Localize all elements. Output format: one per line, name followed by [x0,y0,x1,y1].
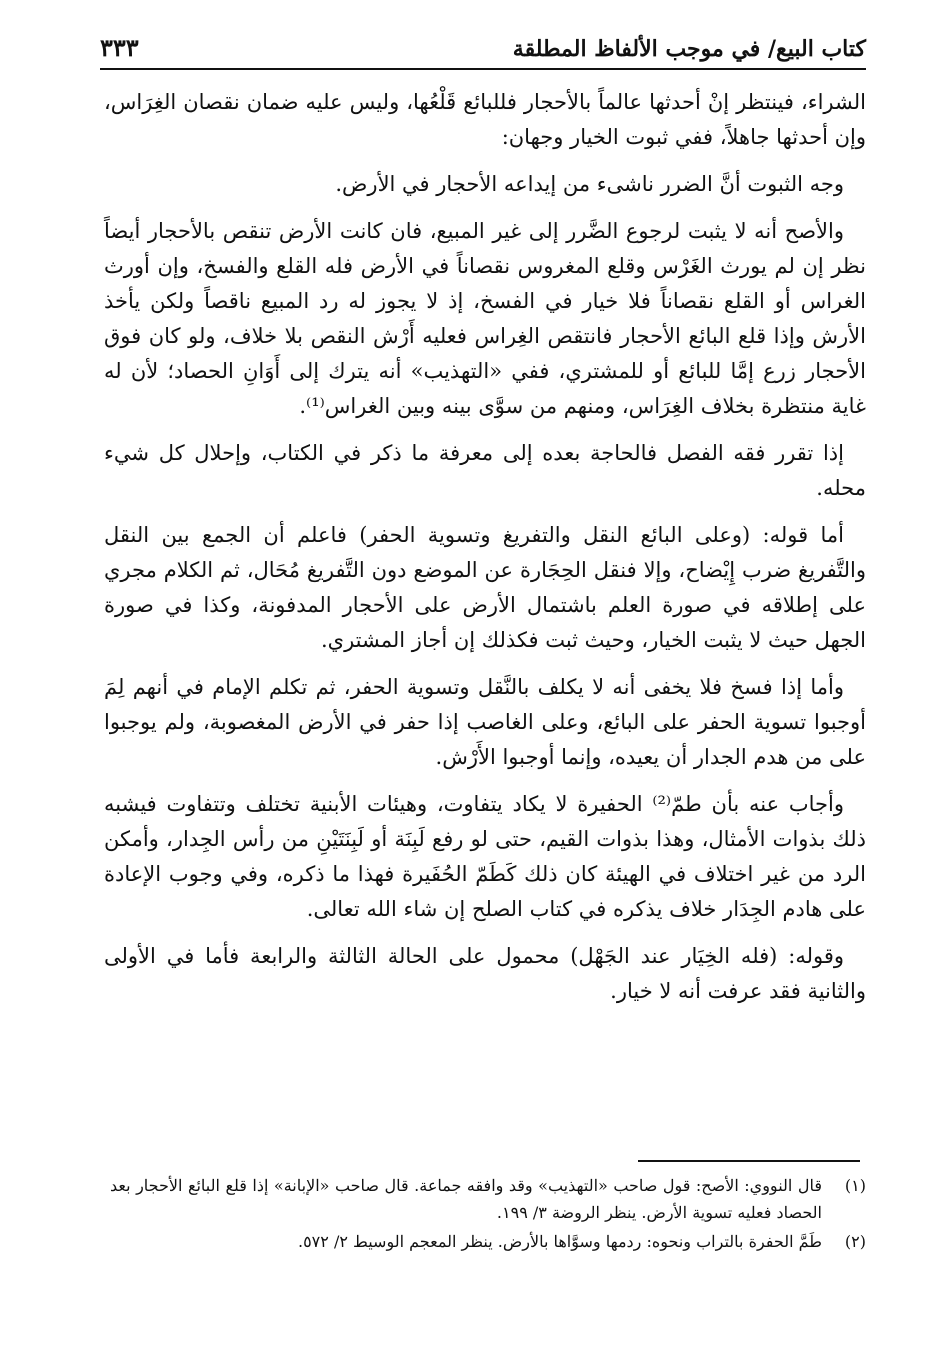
footnote [110,1172,866,1226]
page-header [100,30,866,70]
footnote [110,1228,866,1255]
footnote-text: قال النووي: الأصح: قول صاحب «التهذيب» وقد وافقه جماعة. قال صاحب «الإبانة» إذا قلع البائع الأحجار بعد الحصاد فعليه تسوية الأرض. ينظر الروضة ٣/ ١٩٩. [110,1176,822,1222]
paragraph: وأجاب عنه بأن طمّ⁽²⁾ الحفيرة لا يكاد يتفاوت، وهيئات الأبنية تختلف وتتفاوت فيشبه ذلك بذوات الأمثال، وهذا بذوات القيم، حتى لو رفع لَبِنَة أو لَبِنَتَيْنِ من رأس الجِدار، وأمكن الرد من غير اختلاف في الهيئة كان ذلك كَطَمّ الحُفَيرة فهذا ما ذكره، وفي وجوب الإعادة على هادم الجِدَار خلاف يذكره في كتاب الصلح إن شاء الله تعالى. [104,792,866,921]
paragraph: وجه الثبوت أنَّ الضرر ناشىء من إيداعه الأحجار في الأرض. [335,172,844,196]
paragraph: والأصح أنه لا يثبت لرجوع الضَّرر إلى غير المبيع، فان كانت الأرض تنقص بالأحجار أيضاً نظر إن لم يورث الغَرْس وقلع المغروس نقصاناً في الأرض فله القلع والفسخ، وإن أورث الغراس أو القلع نقصاناً فلا خيار في الفسخ، إذ لا يجوز له رد المبيع ناقصاً ولكن يأخذ الأرش وإذا قلع البائع الأحجار فانتقص الغِراس فعليه أَرْش النقص بلا خلاف، ولو كان فوق الأحجار زرع إمَّا للبائع أو للمشتري، ففي «التهذيب» أنه يترك إلى أَوَانِ الحصاد؛ لأن له غاية منتظرة بخلاف الغِرَاس، ومنهم من سوَّى بينه وبين الغراس⁽¹⁾. [104,219,866,418]
footnote-number: (١) [844,1176,866,1195]
footnote-separator [638,1160,860,1162]
footnote-number: (٢) [844,1232,866,1251]
footnotes [110,1172,866,1257]
footnote-text: طَمَّ الحفرة بالتراب ونحوه: ردمها وسوَّاها بالأرض. ينظر المعجم الوسيط ٢/ ٥٧٢. [297,1232,822,1251]
paragraph: وقوله: (فله الخِيَار عند الجَهْل) محمول على الحالة الثالثة والرابعة فأما في الأولى والثانية فقد عرفت أنه لا خيار. [104,944,866,1003]
paragraph: الشراء، فينتظر إنْ أحدثها عالماً بالأحجار فللبائع قَلْعُها، وليس عليه ضمان نقصان الغِرَاس، وإن أحدثها جاهلاً، ففي ثبوت الخيار وجهان: [104,90,866,149]
page-number: ٣٣٣ [100,33,139,62]
paragraph: وأما إذا فسخ فلا يخفى أنه لا يكلف بالنَّقل وتسوية الحفر، ثم تكلم الإمام في أنهم لِمَ أوجبوا تسوية الحفر على البائع، وعلى الغاصب إذا حفر في الأرض المغصوبة، ولم يوجبوا على من هدم الجدار أن يعيده، وإنما أوجبوا الأَرْش. [104,675,866,769]
main-text [104,85,866,1021]
running-title: كتاب البيع/ في موجب الألفاظ المطلقة [512,36,866,62]
paragraph: إذا تقرر فقه الفصل فالحاجة بعده إلى معرفة ما ذكر في الكتاب، وإحلال كل شيء محله. [104,441,866,500]
paragraph: أما قوله: (وعلى البائع النقل والتفريغ وتسوية الحفر) فاعلم أن الجمع بين النقل والتَّفريغ ضرب إِيْضاح، وإلا فنقل الحِجَارة عن الموضع دون التَّفريغ مُحَال، ثم الكلام مجري على إطلاقه في صورة العلم باشتمال الأرض على الأحجار المدفونة، وكذا في صورة الجهل حيث لا يثبت الخيار، وحيث ثبت فكذلك إن أجاز المشتري. [104,523,866,652]
